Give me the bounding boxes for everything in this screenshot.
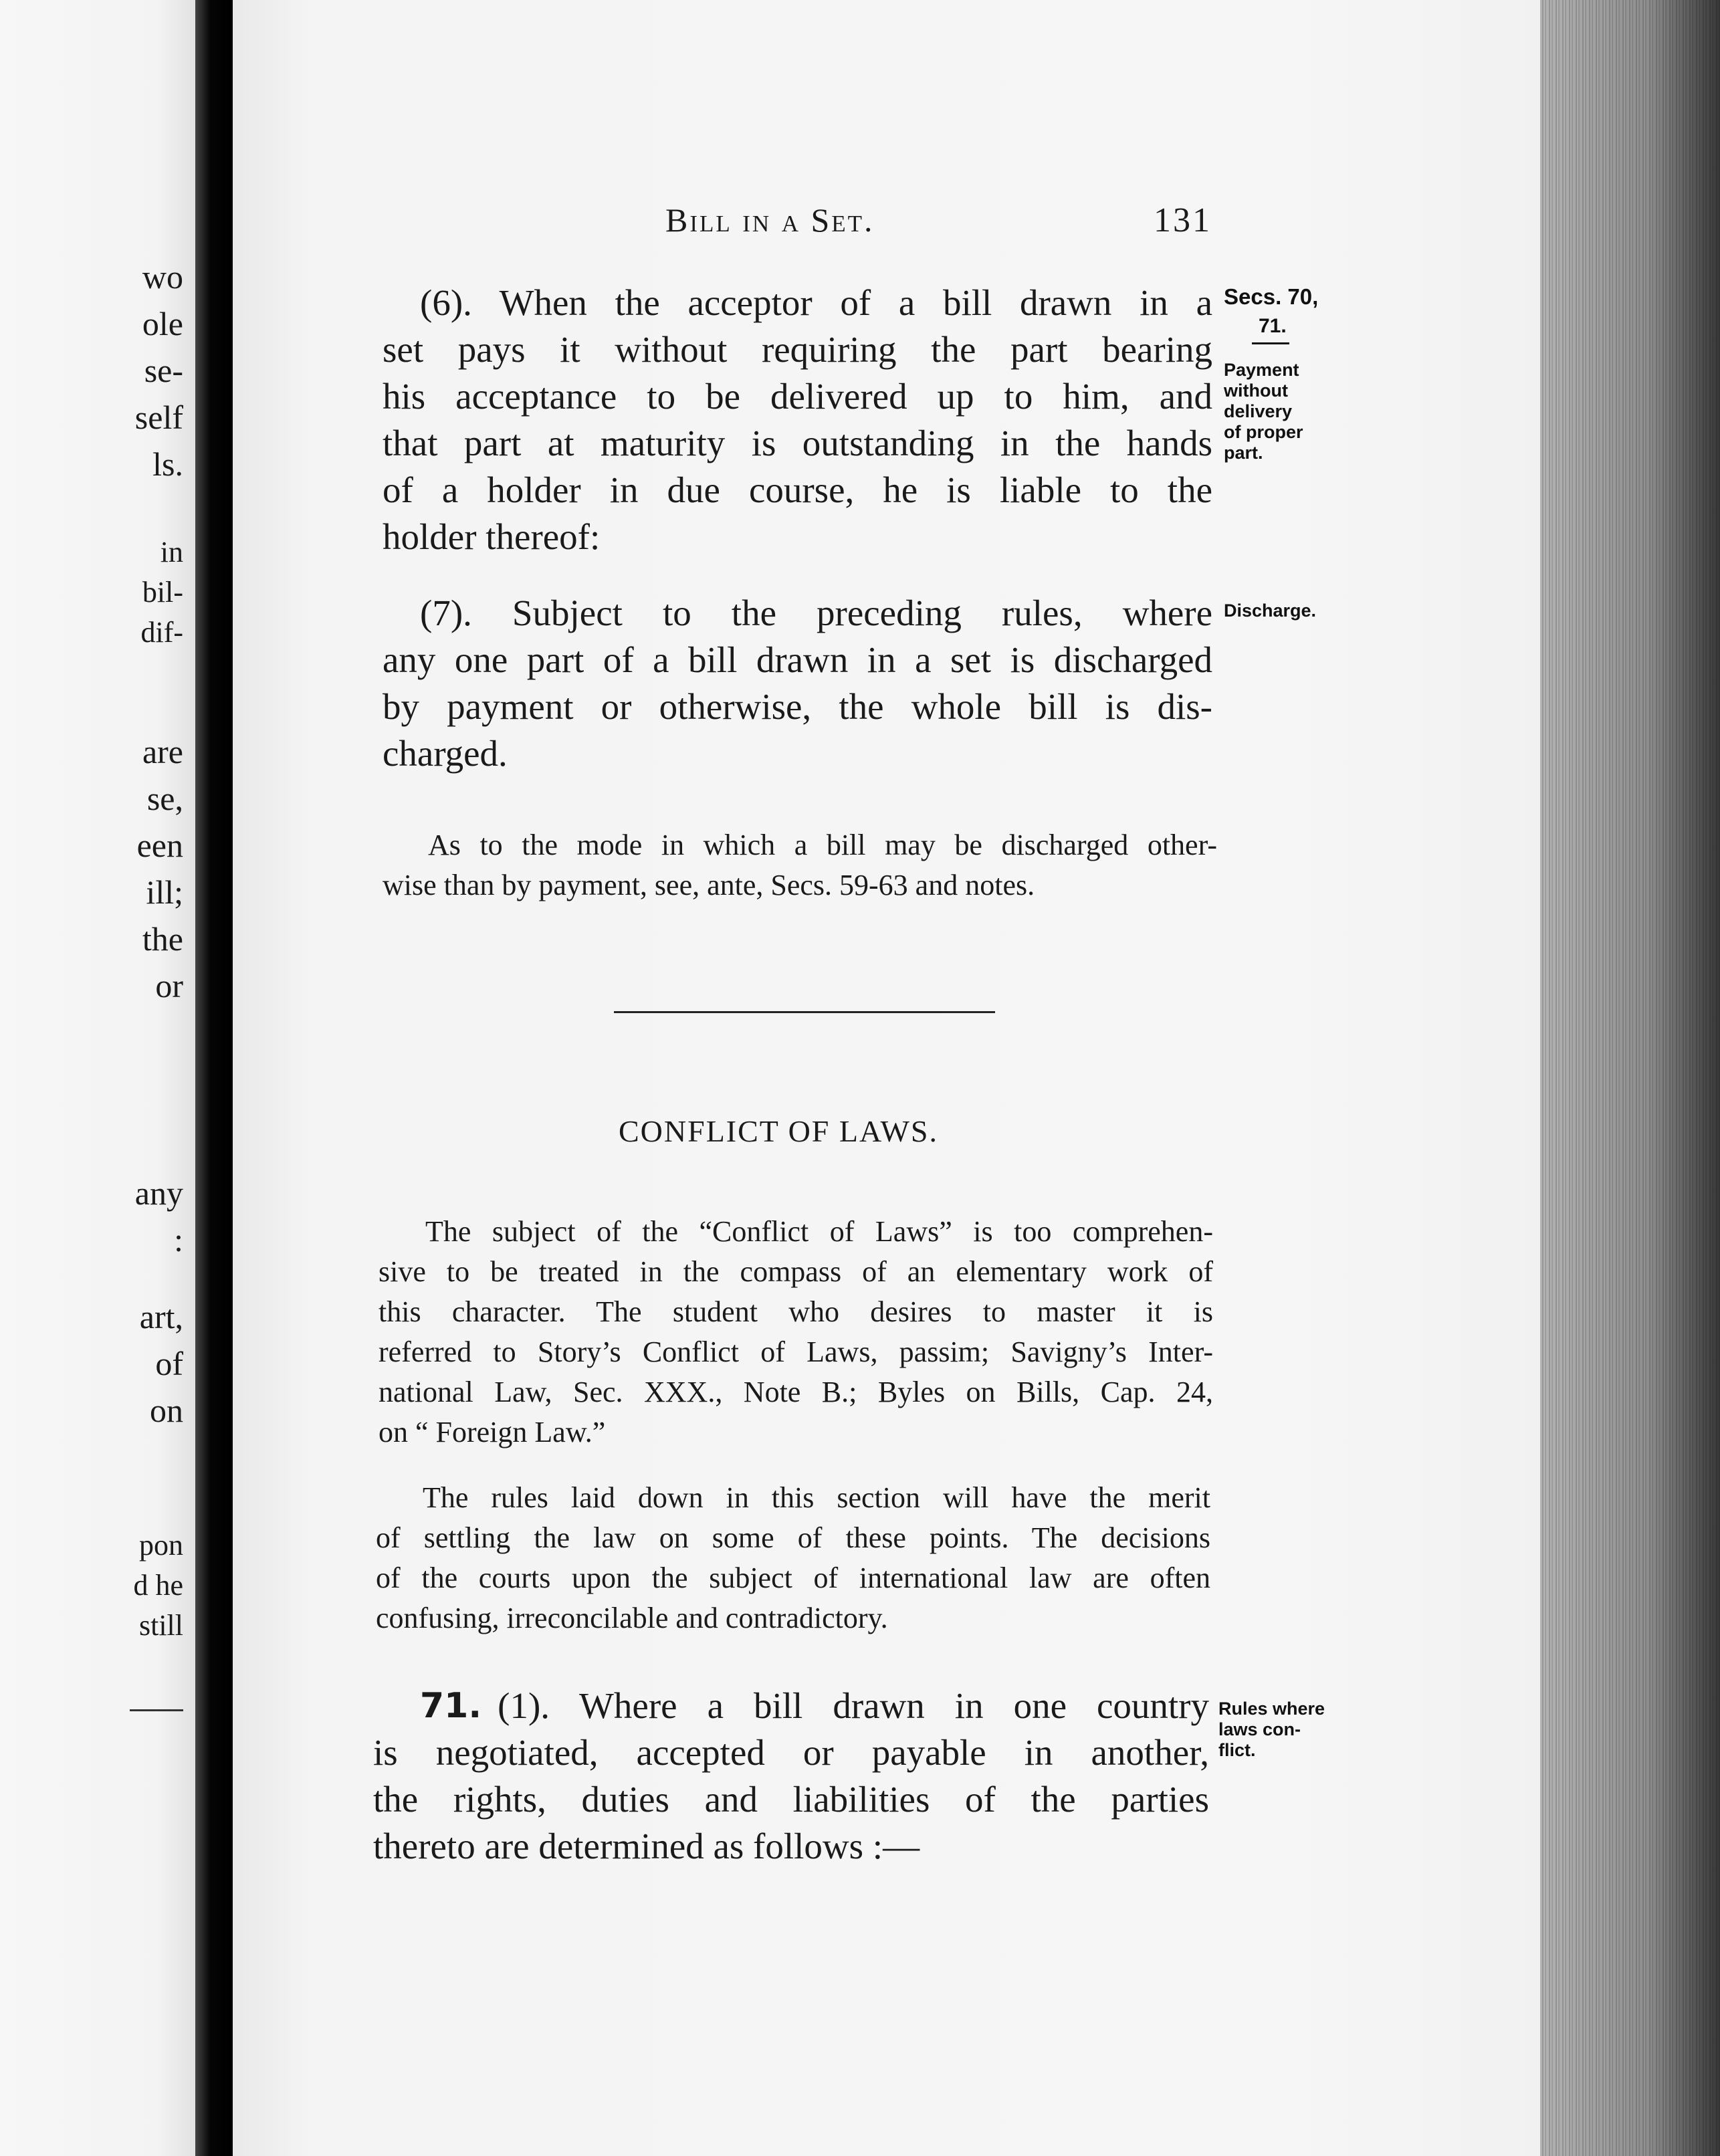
note-line: As to the mode in which a bill may be discharged other-: [428, 829, 1217, 861]
left-page-rule: [130, 1709, 183, 1711]
margin-note-rules: Rules where: [1218, 1699, 1325, 1719]
paragraph-line: his acceptance to be delivered up to him, and: [383, 376, 1212, 417]
left-fragment: ill;: [146, 873, 183, 911]
left-fragment: on: [150, 1392, 183, 1429]
margin-note-payment: of proper: [1224, 422, 1303, 442]
left-fragment: ole: [142, 305, 183, 342]
left-fragment: art,: [139, 1298, 183, 1335]
note-line: on “ Foreign Law.”: [379, 1416, 606, 1448]
note-line: this character. The student who desires to master it is: [379, 1295, 1213, 1328]
note-line: confusing, irreconcilable and contradictory.: [376, 1602, 888, 1634]
section-number: 71.: [420, 1686, 482, 1726]
note-line: The subject of the “Conflict of Laws” is too comprehen-: [425, 1215, 1213, 1248]
paragraph-line: thereto are determined as follows :—: [373, 1826, 920, 1866]
left-fragment: self: [134, 399, 183, 436]
left-fragment: pon: [139, 1529, 183, 1561]
left-fragment: dif-: [140, 616, 183, 649]
margin-note-discharge: Discharge.: [1224, 601, 1317, 621]
margin-note-payment: without: [1224, 381, 1288, 401]
margin-note-secs: 71.: [1259, 315, 1287, 337]
left-fragment: still: [138, 1609, 183, 1642]
section-heading: CONFLICT OF LAWS.: [619, 1114, 939, 1148]
left-fragment: any: [134, 1174, 183, 1212]
book-edge-shadow: [1540, 0, 1720, 2156]
paragraph-line: (7). Subject to the preceding rules, where: [420, 592, 1212, 633]
paragraph-line: any one part of a bill drawn in a set is discharged: [383, 639, 1212, 680]
left-fragment: the: [142, 920, 183, 958]
running-header: Bill in a Set.: [665, 201, 875, 239]
paragraph-line: set pays it without requiring the part bearing: [383, 329, 1212, 370]
paragraph-line-text: (1). Where a bill drawn in one country: [498, 1685, 1209, 1726]
left-fragment: d he: [133, 1569, 183, 1602]
left-fragment: or: [155, 967, 183, 1004]
margin-note-rules: laws con-: [1218, 1719, 1301, 1739]
margin-note-payment: part.: [1224, 443, 1263, 463]
note-line: referred to Story’s Conflict of Laws, passim; Savigny’s Inter-: [379, 1335, 1213, 1368]
left-fragment: in: [160, 536, 183, 568]
left-fragment: are: [142, 733, 183, 770]
paragraph-line: the rights, duties and liabilities of the parties: [373, 1779, 1209, 1820]
note-line: sive to be treated in the compass of an elementary work of: [379, 1255, 1213, 1288]
left-fragment: :: [174, 1221, 183, 1259]
left-fragment: bil-: [142, 576, 183, 609]
note-line: national Law, Sec. XXX., Note B.; Byles on Bills, Cap. 24,: [379, 1376, 1213, 1408]
paragraph-line: holder thereof:: [383, 516, 601, 557]
left-fragment: se-: [144, 352, 183, 389]
left-fragment: se,: [146, 780, 183, 817]
left-facing-page: [0, 0, 195, 2156]
paragraph-line: is negotiated, accepted or payable in another,: [373, 1732, 1209, 1773]
paragraph-line: by payment or otherwise, the whole bill is dis-: [383, 686, 1212, 727]
paragraph-line: that part at maturity is outstanding in the hands: [383, 423, 1212, 463]
section-divider: [614, 1011, 995, 1013]
margin-rule: [1252, 342, 1289, 344]
margin-note-payment: delivery: [1224, 401, 1293, 421]
margin-note-payment: Payment: [1224, 360, 1299, 380]
left-fragment: een: [136, 827, 183, 864]
note-line: wise than by payment, see, ante, Secs. 59-63 and notes.: [383, 869, 1035, 901]
paragraph-line: charged.: [383, 733, 508, 774]
paragraph-line: of a holder in due course, he is liable to the: [383, 469, 1212, 510]
left-fragment: of: [155, 1345, 183, 1382]
note-line: The rules laid down in this section will have the merit: [423, 1481, 1210, 1514]
left-fragment: wo: [142, 258, 183, 296]
page-number: 131: [1154, 201, 1212, 239]
note-line: of the courts upon the subject of international law are often: [376, 1561, 1210, 1594]
margin-note-secs: Secs. 70,: [1224, 284, 1319, 309]
paragraph-line: [420, 1683, 1209, 1729]
note-line: of settling the law on some of these points. The decisions: [376, 1521, 1210, 1554]
left-fragment: ls.: [152, 445, 183, 483]
margin-note-rules: flict.: [1218, 1740, 1256, 1760]
paragraph-line: (6). When the acceptor of a bill drawn in a: [420, 282, 1212, 323]
book-gutter: [195, 0, 233, 2156]
